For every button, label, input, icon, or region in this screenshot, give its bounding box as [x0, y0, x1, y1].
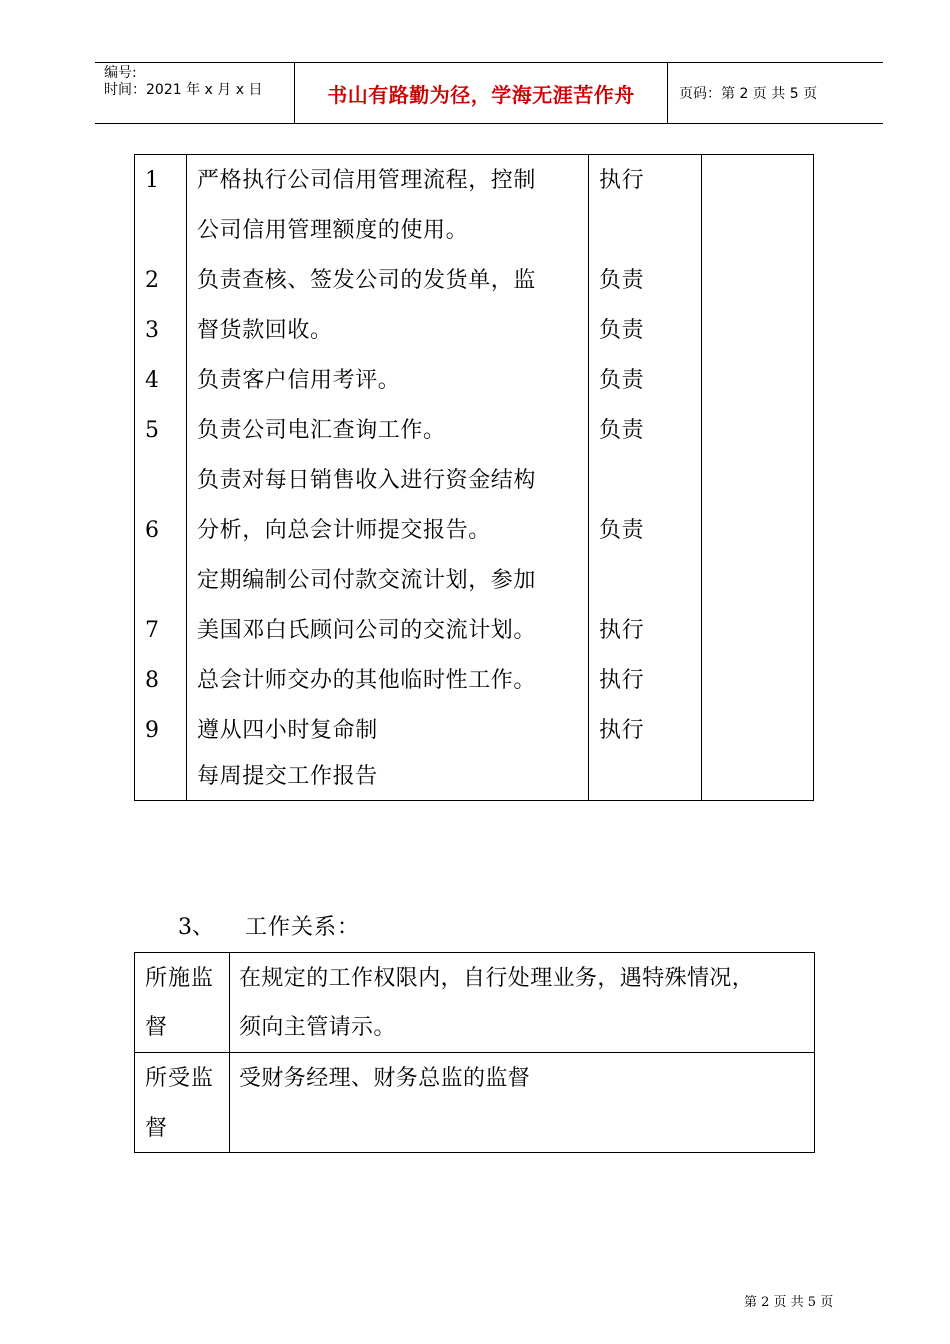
duty-action: 执行: [599, 718, 645, 743]
duty-action: 负责: [599, 268, 645, 293]
duty-action: 执行: [599, 668, 645, 693]
duty-action: 执行: [599, 618, 645, 643]
duty-action: 执行: [599, 168, 645, 193]
column-divider: [701, 155, 702, 800]
duty-text-line: 定期编制公司付款交流计划，参加: [197, 568, 537, 593]
page-header: [95, 62, 883, 124]
duty-number: 3: [145, 318, 159, 343]
duty-number: 8: [145, 668, 159, 693]
duty-text-line: 负责对每日销售收入进行资金结构: [197, 468, 537, 493]
supervision-received-text: 受财务经理、财务总监的监督: [239, 1066, 531, 1091]
header-divider: [667, 63, 668, 123]
column-divider: [186, 155, 187, 800]
section-title: 工作关系：: [245, 915, 361, 940]
duty-number: 7: [145, 618, 159, 643]
duty-text-line: 总会计师交办的其他临时性工作。: [197, 668, 537, 693]
duty-action: 负责: [599, 518, 645, 543]
duty-number: 9: [145, 718, 159, 743]
relations-table: [134, 952, 815, 1153]
supervision-received-label: 督: [145, 1116, 169, 1141]
supervision-received-label: 所受监: [145, 1066, 215, 1091]
header-meta: [104, 65, 262, 99]
duty-number: 6: [145, 518, 159, 543]
serial-label: 编号:: [104, 65, 137, 81]
duty-text-line: 督货款回收。: [197, 318, 333, 343]
time-label: 时间：2021 年 x 月 x 日: [104, 82, 263, 98]
supervision-given-label: 督: [145, 1015, 169, 1040]
duty-text-line: 遵从四小时复命制: [197, 718, 378, 743]
row-divider: [135, 1052, 814, 1053]
section-number: 3、: [178, 915, 214, 940]
supervision-given-text: 须向主管请示。: [239, 1015, 396, 1040]
supervision-given-text: 在规定的工作权限内，自行处理业务，遇特殊情况，: [239, 966, 755, 991]
duty-action: 负责: [599, 318, 645, 343]
duty-action: 负责: [599, 368, 645, 393]
column-divider: [588, 155, 589, 800]
duty-number: 1: [145, 168, 159, 193]
header-page-number: 页码：第 2 页 共 5 页: [679, 86, 818, 102]
duty-text-line: 美国邓白氏顾问公司的交流计划。: [197, 618, 537, 643]
footer-page-number: 第 2 页 共 5 页: [744, 1295, 834, 1310]
duty-number: 5: [145, 418, 159, 443]
duty-text-line: 负责客户信用考评。: [197, 368, 401, 393]
duty-text-line: 严格执行公司信用管理流程，控制: [197, 168, 537, 193]
duty-text-line: 公司信用管理额度的使用。: [197, 218, 469, 243]
duty-text-line: 每周提交工作报告: [197, 764, 378, 789]
duty-text-line: 负责公司电汇查询工作。: [197, 418, 446, 443]
duty-action: 负责: [599, 418, 645, 443]
duty-number: 2: [145, 268, 159, 293]
duty-number: 4: [145, 368, 159, 393]
header-motto: 书山有路勤为径，学海无涯苦作舟: [327, 83, 635, 107]
duty-text-line: 负责查核、签发公司的发货单，监: [197, 268, 537, 293]
supervision-given-label: 所施监: [145, 966, 215, 991]
duty-text-line: 分析，向总会计师提交报告。: [197, 518, 491, 543]
duties-table: [134, 154, 814, 801]
